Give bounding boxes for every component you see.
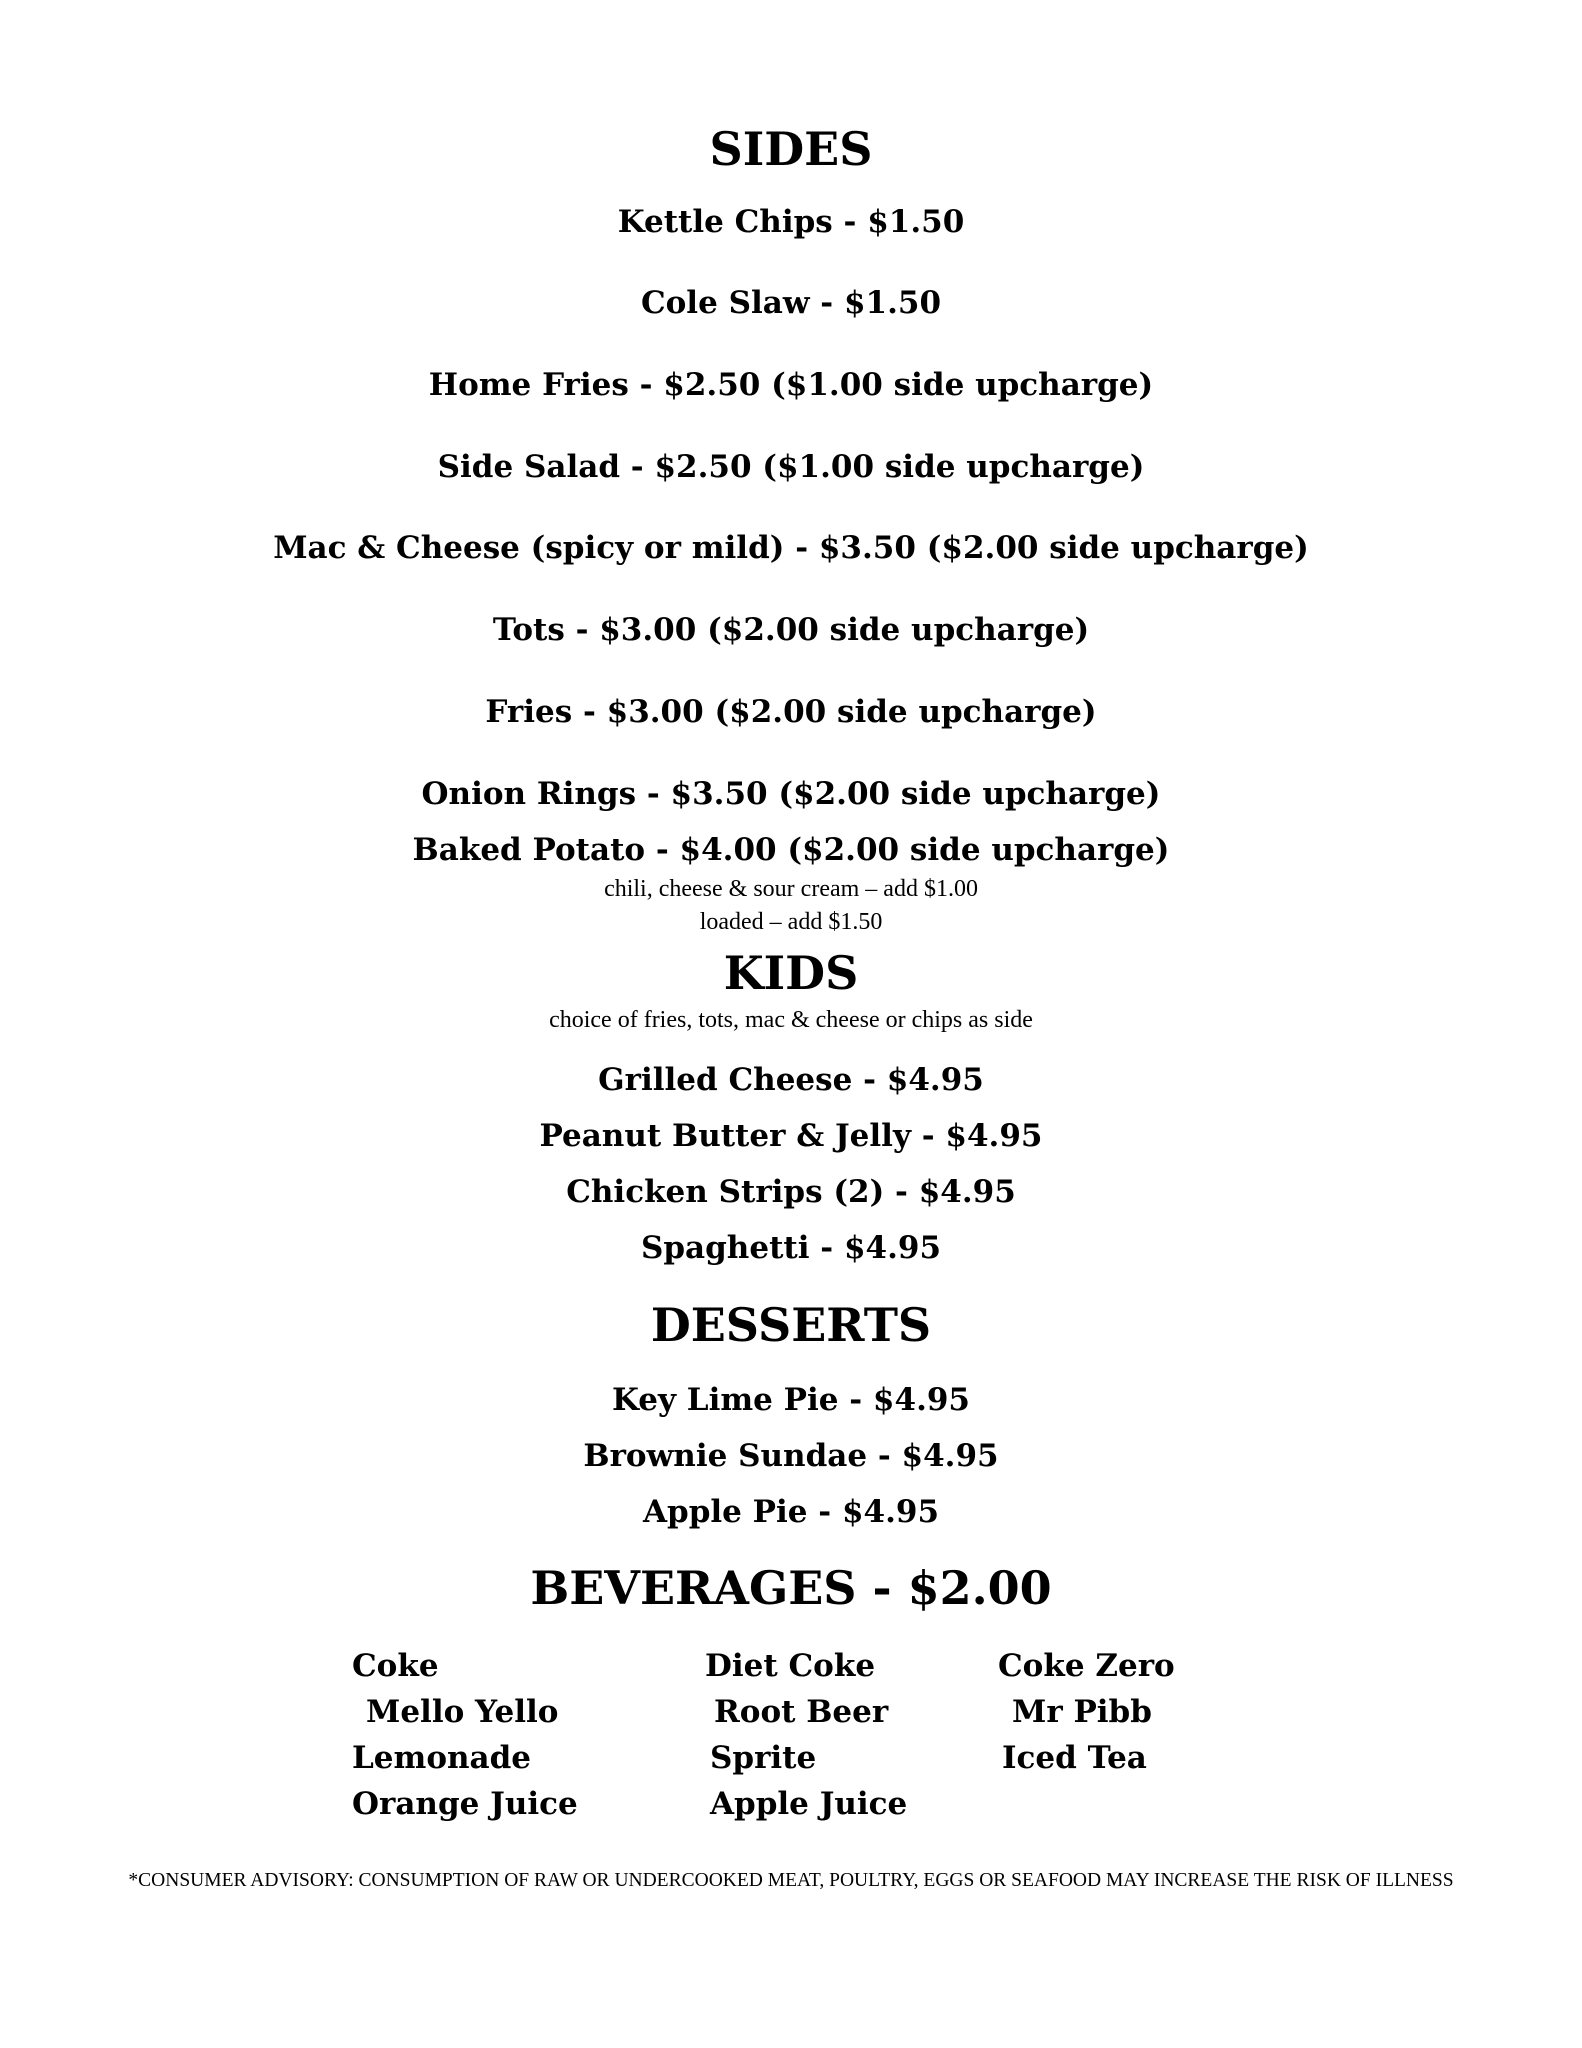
beverage-diet-coke: Diet Coke	[705, 1648, 876, 1684]
menu-item-home-fries: Home Fries - $2.50 ($1.00 side upcharge)	[428, 367, 1154, 403]
menu-item-fries: Fries - $3.00 ($2.00 side upcharge)	[485, 694, 1097, 730]
baked-potato-note-loaded: loaded – add $1.50	[699, 909, 883, 935]
consumer-advisory: *CONSUMER ADVISORY: CONSUMPTION OF RAW OR UNDERCOOKED MEAT, POULTRY, EGGS OR SEAFOOD MAY INCREASE THE RISK OF ILLNESS	[128, 1870, 1454, 1891]
menu-item-chicken-strips: Chicken Strips (2) - $4.95	[566, 1174, 1016, 1210]
beverage-mello-yello: Mello Yello	[366, 1694, 559, 1730]
menu-item-key-lime-pie: Key Lime Pie - $4.95	[611, 1382, 970, 1418]
menu-item-peanut-butter-jelly: Peanut Butter & Jelly - $4.95	[539, 1118, 1043, 1154]
menu-item-side-salad: Side Salad - $2.50 ($1.00 side upcharge)	[437, 449, 1145, 485]
menu-item-kettle-chips: Kettle Chips - $1.50	[617, 204, 965, 240]
menu-item-tots: Tots - $3.00 ($2.00 side upcharge)	[492, 612, 1090, 648]
beverage-apple-juice: Apple Juice	[710, 1786, 908, 1822]
menu-item-grilled-cheese: Grilled Cheese - $4.95	[598, 1062, 984, 1098]
menu-item-baked-potato: Baked Potato - $4.00 ($2.00 side upcharge)	[412, 832, 1170, 868]
menu-item-apple-pie: Apple Pie - $4.95	[642, 1494, 940, 1530]
menu-item-cole-slaw: Cole Slaw - $1.50	[640, 285, 942, 321]
beverage-iced-tea: Iced Tea	[1002, 1740, 1147, 1776]
beverage-root-beer: Root Beer	[714, 1694, 889, 1730]
baked-potato-note-chili: chili, cheese & sour cream – add $1.00	[604, 876, 978, 902]
menu-item-spaghetti: Spaghetti - $4.95	[640, 1230, 942, 1266]
beverage-sprite: Sprite	[710, 1740, 817, 1776]
beverage-mr-pibb: Mr Pibb	[1012, 1694, 1152, 1730]
menu-item-onion-rings: Onion Rings - $3.50 ($2.00 side upcharge)	[421, 776, 1161, 812]
menu-item-brownie-sundae: Brownie Sundae - $4.95	[583, 1438, 999, 1474]
menu-item-mac-and-cheese: Mac & Cheese (spicy or mild) - $3.50 ($2.00 side upcharge)	[273, 530, 1309, 566]
beverage-coke-zero: Coke Zero	[998, 1648, 1175, 1684]
sides-heading: SIDES	[709, 122, 873, 176]
beverage-coke: Coke	[352, 1648, 439, 1684]
beverage-lemonade: Lemonade	[352, 1740, 532, 1776]
kids-side-note: choice of fries, tots, mac & cheese or chips as side	[549, 1007, 1033, 1033]
beverage-orange-juice: Orange Juice	[352, 1786, 578, 1822]
kids-heading: KIDS	[723, 946, 859, 1000]
beverages-heading: BEVERAGES - $2.00	[530, 1561, 1052, 1615]
desserts-heading: DESSERTS	[650, 1298, 932, 1352]
